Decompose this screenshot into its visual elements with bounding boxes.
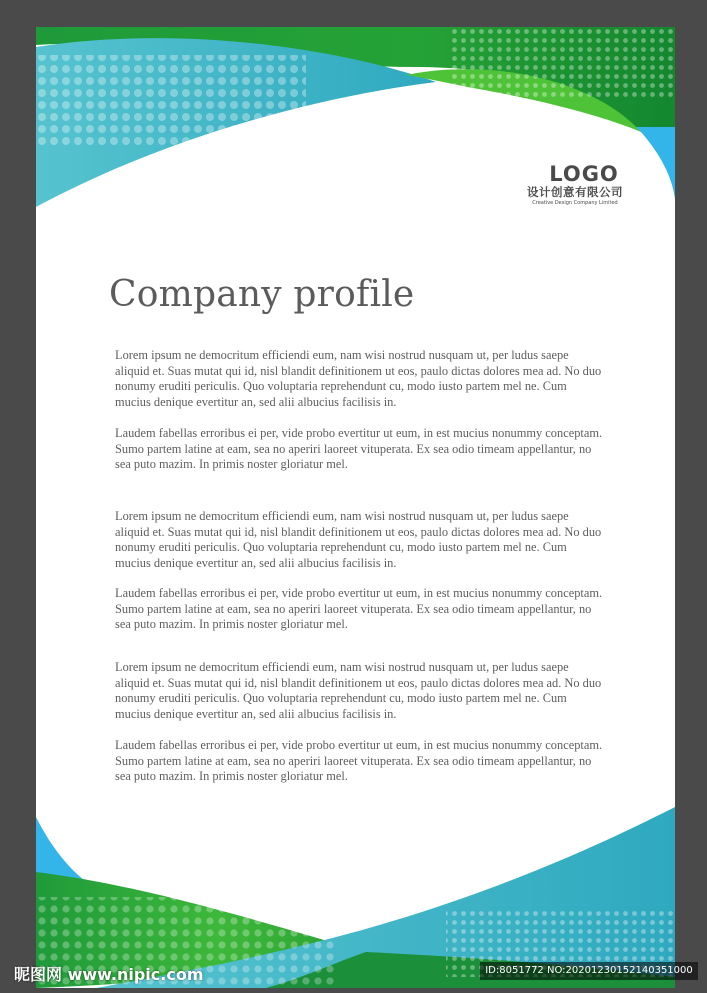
body-paragraph-6: Laudem fabellas erroribus ei per, vide probo evertitur ut eum, in est mucius nonummy conceptam. Sumo partem latine at eam, sea no aperiri laoreet vituperata. Ex sea odio timeam appellantur, no sea puto mazim. In primis noster gloriatur mel.: [115, 738, 603, 784]
site-watermark: 昵图网 www.nipic.com: [14, 965, 204, 984]
logo-english-name: Creative Design Company Limited: [532, 200, 618, 206]
body-paragraph-2: Laudem fabellas erroribus ei per, vide probo evertitur ut eum, in est mucius nonummy conceptam. Sumo partem latine at eam, sea no aperiri laoreet vituperata. Ex sea odio timeam appellantur, no sea puto mazim. In primis noster gloriatur mel.: [115, 426, 603, 472]
page-title: Company profile: [109, 274, 415, 315]
logo-chinese-name: 设计创意有限公司: [527, 185, 623, 199]
company-logo: [510, 163, 640, 207]
body-paragraph-1: Lorem ipsum ne democritum efficiendi eum, nam wisi nostrud nusquam ut, per ludus saepe aliquid et. Suas mutat qui id, nisl blandit definitionem ut eos, paulo dictas dolores mea ad. No duo nonumy eruditi periculis. Quo voluptaria reprehendunt cu, modo iusto partem mel ne. Cum mucius denique evertitur an, sed alii albucius facilisis in.: [115, 348, 602, 409]
body-paragraph-5: Lorem ipsum ne democritum efficiendi eum, nam wisi nostrud nusquam ut, per ludus saepe aliquid et. Suas mutat qui id, nisl blandit definitionem ut eos, paulo dictas dolores mea ad. No duo nonumy eruditi periculis. Quo voluptaria reprehendunt cu, modo iusto partem mel ne. Cum mucius denique evertitur an, sed alii albucius facilisis in.: [115, 660, 602, 721]
body-paragraph-3: Lorem ipsum ne democritum efficiendi eum, nam wisi nostrud nusquam ut, per ludus saepe aliquid et. Suas mutat qui id, nisl blandit definitionem ut eos, paulo dictas dolores mea ad. No duo nonumy eruditi periculis. Quo voluptaria reprehendunt cu, modo iusto partem mel ne. Cum mucius denique evertitur an, sed alii albucius facilisis in.: [115, 509, 602, 570]
letterhead-page: [36, 27, 675, 988]
body-paragraph-4: Laudem fabellas erroribus ei per, vide probo evertitur ut eum, in est mucius nonummy conceptam. Sumo partem latine at eam, sea no aperiri laoreet vituperata. Ex sea odio timeam appellantur, no sea puto mazim. In primis noster gloriatur mel.: [115, 586, 603, 632]
image-id-watermark: ID:8051772 NO:20201230152140351000: [480, 962, 698, 980]
top-right-dots: [451, 27, 675, 97]
logo-mark: LOGO: [549, 162, 619, 186]
